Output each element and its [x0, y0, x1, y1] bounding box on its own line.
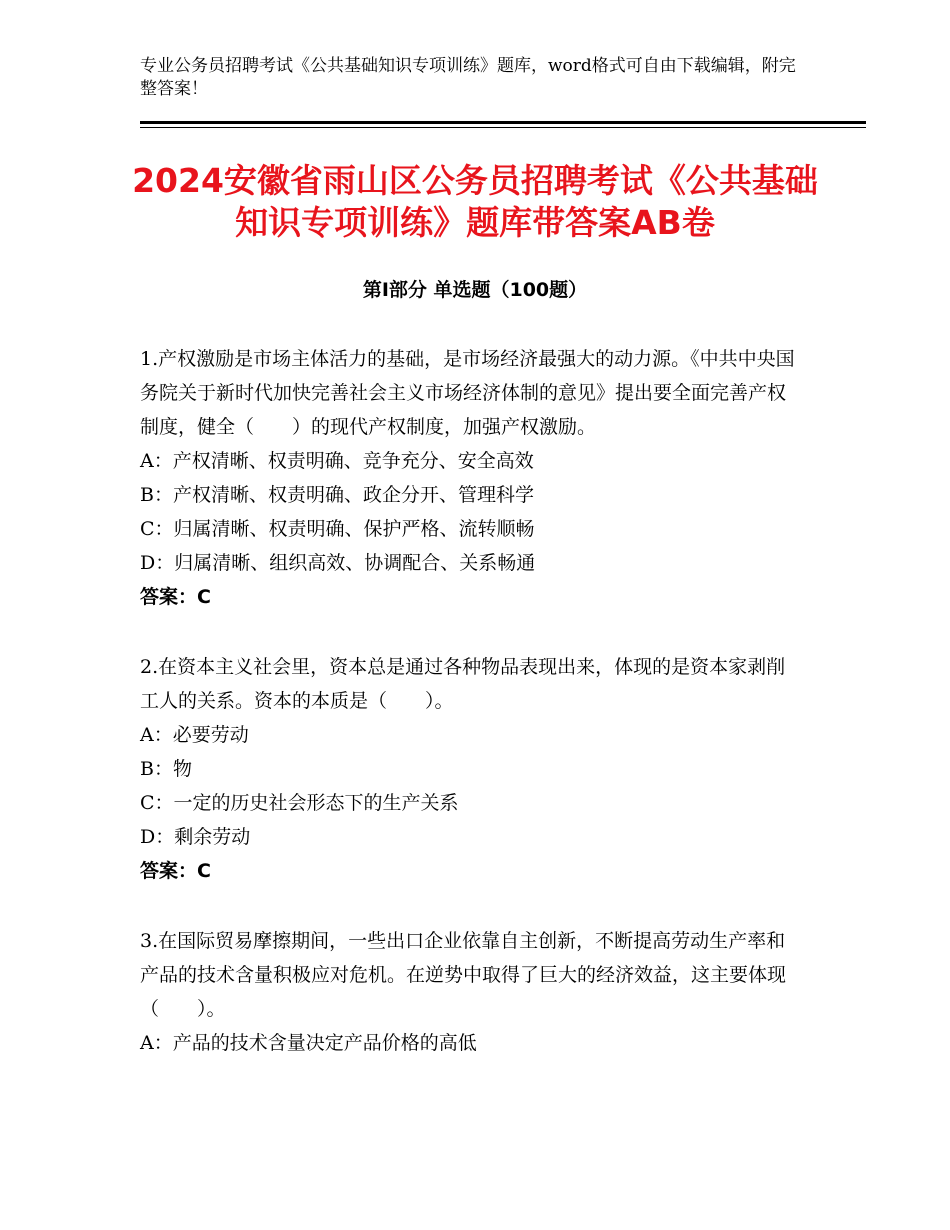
- option-a: A：产品的技术含量决定产品价格的高低: [140, 1032, 477, 1054]
- header-rule-thick: [140, 121, 866, 124]
- question-stem: 2.在资本主义社会里，资本总是通过各种物品表现出来，体现的是资本家剥削工人的关系。资本的本质是（ ）。: [140, 656, 786, 712]
- document-title: 2024安徽省雨山区公务员招聘考试《公共基础知识专项训练》题库带答案AB卷: [132, 161, 818, 242]
- header-note: 专业公务员招聘考试《公共基础知识专项训练》题库，word格式可自由下载编辑，附完整答案！: [140, 56, 796, 99]
- answer: 答案：C: [140, 860, 211, 882]
- option-d: D：归属清晰、组织高效、协调配合、关系畅通: [140, 552, 536, 574]
- header-rule-thin: [140, 127, 866, 128]
- option-c: C：一定的历史社会形态下的生产关系: [140, 792, 459, 814]
- option-c: C：归属清晰、权责明确、保护严格、流转顺畅: [140, 518, 535, 540]
- question-stem: 1.产权激励是市场主体活力的基础，是市场经济最强大的动力源。《中共中央国务院关于新时代加快完善社会主义市场经济体制的意见》提出要全面完善产权制度，健全（ ）的现代产权制度，加强产权激励。: [140, 348, 795, 438]
- question-1: [140, 342, 800, 614]
- option-a: A：产权清晰、权责明确、竞争充分、安全高效: [140, 450, 534, 472]
- answer: 答案：C: [140, 586, 211, 608]
- option-b: B：产权清晰、权责明确、政企分开、管理科学: [140, 484, 534, 506]
- question-2: [140, 650, 800, 888]
- option-d: D：剩余劳动: [140, 826, 251, 848]
- question-3: [140, 924, 800, 1060]
- section-title: 第Ⅰ部分 单选题（100题）: [362, 279, 588, 301]
- option-b: B：物: [140, 758, 192, 780]
- question-stem: 3.在国际贸易摩擦期间，一些出口企业依靠自主创新，不断提高劳动生产率和产品的技术含量积极应对危机。在逆势中取得了巨大的经济效益，这主要体现（ ）。: [140, 930, 787, 1020]
- option-a: A：必要劳动: [140, 724, 249, 746]
- question-list: [140, 342, 800, 1096]
